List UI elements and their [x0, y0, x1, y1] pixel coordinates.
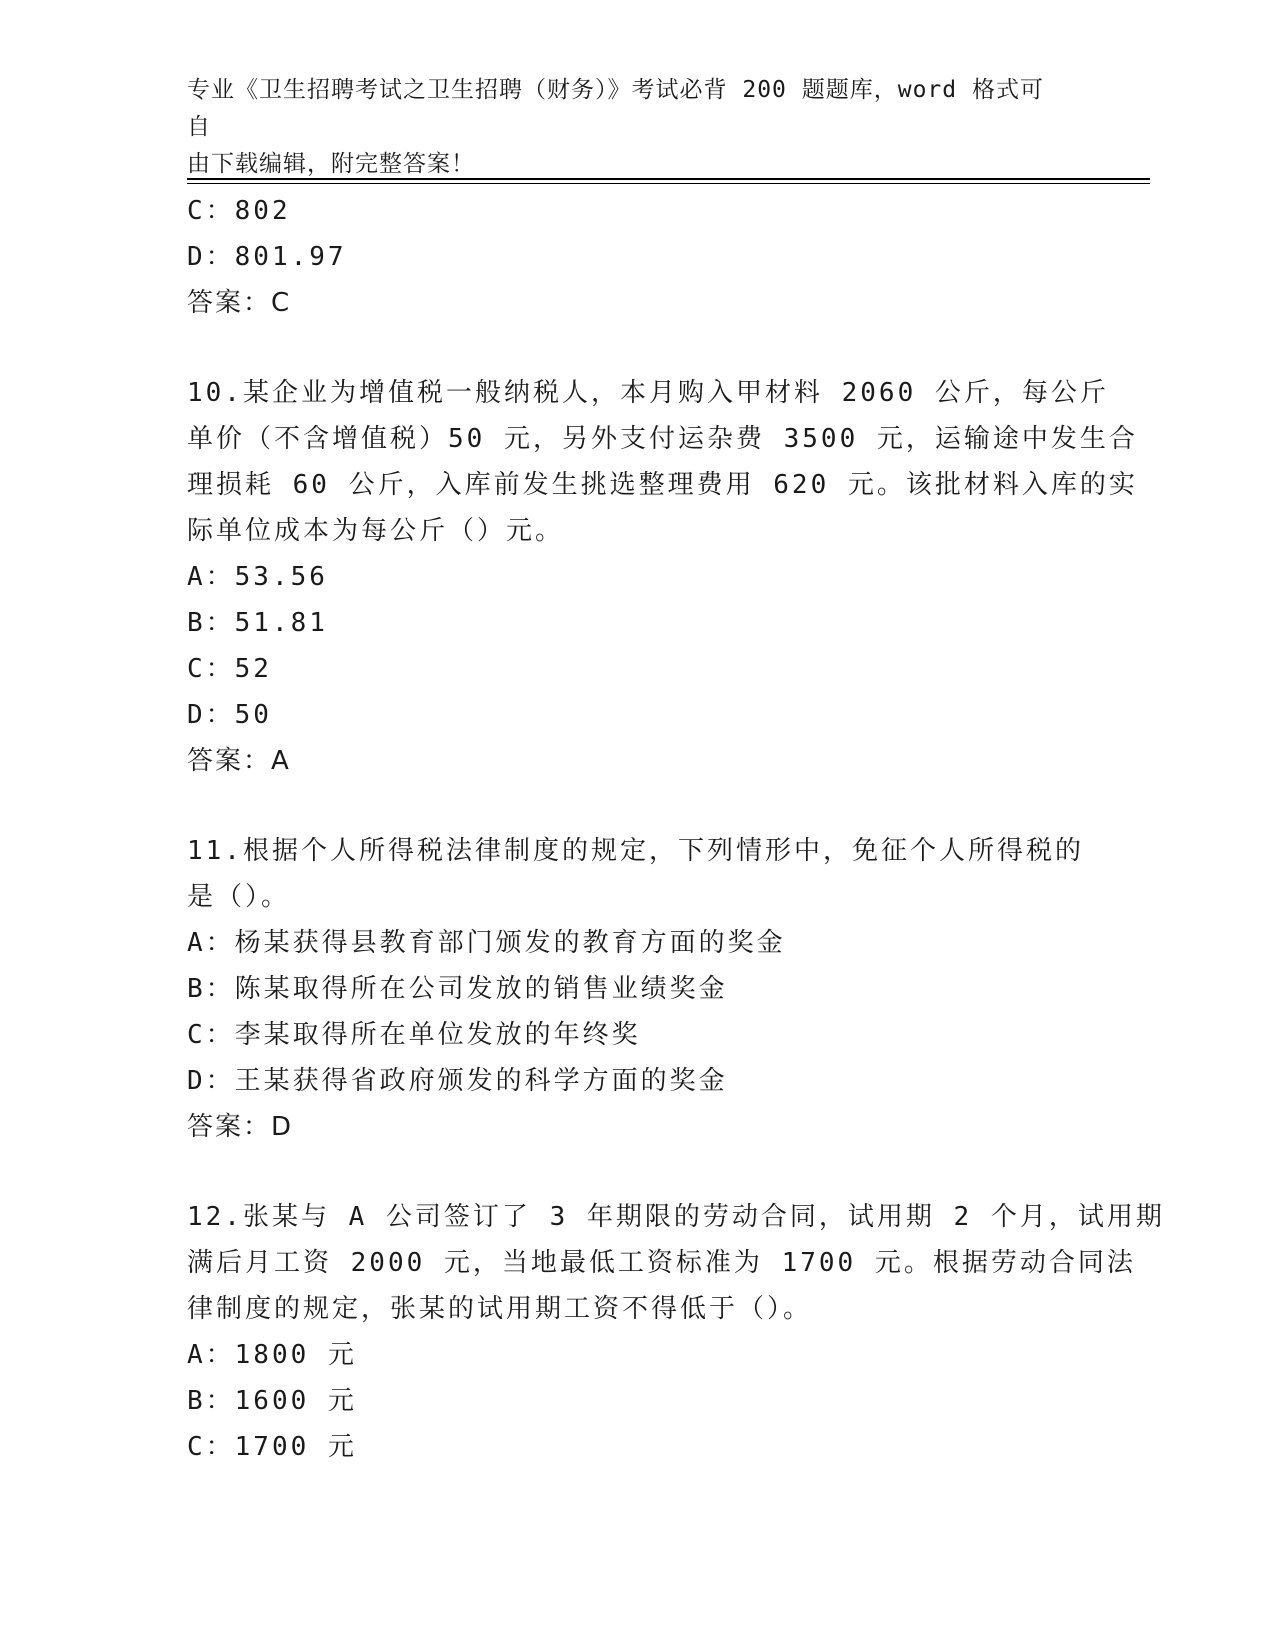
spacer: [187, 784, 1087, 828]
question-10: [187, 370, 1138, 784]
question-text-line: 10.某企业为增值税一般纳税人，本月购入甲材料 2060 公斤，每公斤: [187, 378, 1109, 408]
answer-line: 答案：D: [187, 1112, 294, 1142]
question-text-line: 12.张某与 A 公司签订了 3 年期限的劳动合同，试用期 2 个月，试用期: [187, 1202, 1165, 1232]
option-d: D：801.97: [187, 242, 347, 272]
option-a: A：53.56: [187, 562, 328, 592]
spacer: [187, 1150, 1087, 1194]
page-header: [187, 72, 1067, 183]
question-12: [187, 1194, 1165, 1470]
question-text-line: 理损耗 60 公斤，入库前发生挑选整理费用 620 元。该批材料入库的实: [187, 470, 1138, 500]
option-d: D：王某获得省政府颁发的科学方面的奖金: [187, 1066, 728, 1096]
option-c: C：802: [187, 196, 291, 226]
option-b: B：1600 元: [187, 1386, 357, 1416]
answer-line: 答案：A: [187, 746, 291, 776]
option-d: D：50: [187, 700, 272, 730]
question-11: [187, 828, 1087, 1150]
header-divider-thin: [187, 183, 1150, 184]
header-line-2: 由下载编辑，附完整答案！: [187, 151, 475, 177]
question-text-line: 律制度的规定，张某的试用期工资不得低于（）。: [187, 1294, 813, 1324]
question-text-line: 11.根据个人所得税法律制度的规定，下列情形中，免征个人所得税的: [187, 836, 1084, 866]
option-b: B：陈某取得所在公司发放的销售业绩奖金: [187, 974, 728, 1004]
option-c: C：52: [187, 654, 272, 684]
document-body: [187, 188, 1165, 1470]
question-text-line: 满后月工资 2000 元，当地最低工资标准为 1700 元。根据劳动合同法: [187, 1248, 1136, 1278]
question-text-line: 际单位成本为每公斤（）元。: [187, 516, 565, 546]
question-text-line: 是（）。: [187, 882, 291, 912]
spacer: [187, 326, 1087, 370]
answer-line: 答案：C: [187, 288, 292, 318]
question-9: [187, 188, 1087, 326]
option-c: C：李某取得所在单位发放的年终奖: [187, 1020, 641, 1050]
option-b: B：51.81: [187, 608, 328, 638]
header-divider-thick: [187, 178, 1150, 180]
option-c: C：1700 元: [187, 1432, 357, 1462]
question-text-line: 单价（不含增值税）50 元，另外支付运杂费 3500 元，运输途中发生合: [187, 424, 1138, 454]
header-line-1: 专业《卫生招聘考试之卫生招聘（财务）》考试必背 200 题题库，word 格式可自: [187, 77, 1044, 140]
option-a: A：杨某获得县教育部门颁发的教育方面的奖金: [187, 928, 786, 958]
option-a: A：1800 元: [187, 1340, 357, 1370]
